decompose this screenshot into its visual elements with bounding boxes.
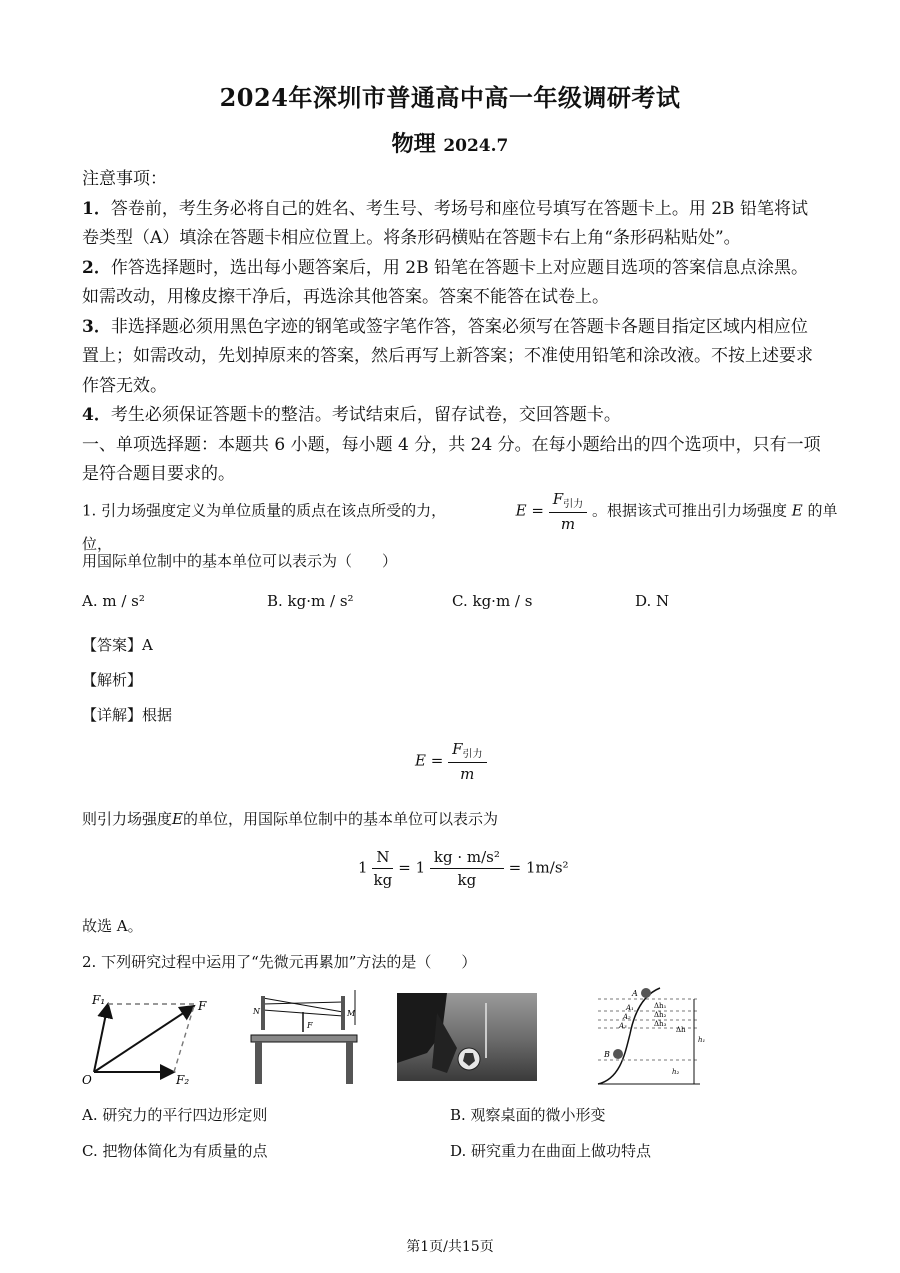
q2-option-c[interactable]: C. 把物体简化为有质量的点	[82, 1142, 268, 1160]
o-label: O	[82, 1073, 92, 1085]
a2-label: A₂	[623, 1013, 631, 1021]
q1-analysis: 【解析】	[82, 671, 143, 689]
q1-stem: 1. 引力场强度定义为单位质量的质点在该点所受的力， E = $\frac{F_{引力}}{m}$ 。根据该式可推出引力场强度 E 的单位，	[82, 490, 838, 553]
q1-option-a[interactable]: A. m / s²	[82, 592, 145, 610]
q1-unit-equation: 1 $\frac{N}{kg}$ = 1 $\frac{\text{kg · m/s²}}{kg}$ = 1m/s²	[358, 848, 569, 889]
parallelogram-figure	[82, 990, 222, 1085]
q1-option-c[interactable]: C. kg·m / s	[452, 592, 533, 610]
b-label: B	[604, 1050, 610, 1059]
a3-label: A₃	[619, 1022, 627, 1030]
dh2-label: Δh₂	[654, 1011, 667, 1019]
a-label: A	[632, 989, 638, 998]
dh1-label: Δh₁	[654, 1002, 667, 1010]
m-label: M	[347, 1009, 356, 1018]
h1-label: h₁	[698, 1036, 706, 1044]
page-footer: 第1页/共15页	[406, 1239, 494, 1255]
subject-label: 物理	[391, 131, 436, 157]
notice-item-2: 2．作答选择题时，选出每小题答案后，用 2B 铅笔在答题卡上对应题目选项的答案信息点涂黑。如需改动，用橡皮擦干净后，再选涂其他答案。答案不能答在试卷上。	[82, 257, 808, 307]
n-label: N	[253, 1007, 260, 1016]
q1-conclusion: 故选 A。	[82, 917, 143, 935]
f-force-label: F	[307, 1021, 313, 1030]
q1-option-d[interactable]: D. N	[635, 592, 670, 610]
dh3-label: Δh₃	[654, 1020, 667, 1028]
f1-label: F₁	[92, 993, 106, 1007]
h2-label: h₂	[672, 1068, 680, 1076]
q2-stem: 2. 下列研究过程中运用了“先微元再累加”方法的是（ ）	[82, 953, 477, 971]
q1-detail-2: 则引力场强度E的单位，用国际单位制中的基本单位可以表示为	[82, 810, 498, 828]
dh-label: Δh	[676, 1026, 686, 1034]
q1-stem-2: 用国际单位制中的基本单位可以表示为（ ）	[82, 552, 398, 570]
q1-option-b[interactable]: B. kg·m / s²	[267, 592, 354, 610]
notice-item-3: 3．非选择题必须用黑色字迹的钢笔或签字笔作答，答案必须写在答题卡各题目指定区域内相应位置上；如需改动，先划掉原来的答案，然后再写上新答案；不准使用铅笔和涂改液。不按上述要求作答无效。	[82, 316, 813, 396]
q1-answer: 【答案】A	[82, 636, 153, 654]
table-mirror-figure	[243, 990, 363, 1088]
notice-block	[82, 165, 822, 490]
q1-formula: $\frac{F_{引力}}{m}$	[549, 490, 587, 533]
notice-heading: 注意事项：	[82, 169, 167, 189]
section-heading: 一、单项选择题：本题共 6 小题，每小题 4 分，共 24 分。在每小题给出的四个选项中，只有一项是符合题目要求的。	[82, 434, 821, 484]
q1-detail-formula: E = $\frac{F_{引力}}{m}$	[415, 740, 487, 783]
f-label: F	[198, 999, 207, 1013]
exam-date: 2024.7	[443, 136, 509, 156]
q1-detail: 【详解】根据	[82, 706, 173, 724]
notice-item-4: 4．考生必须保证答题卡的整洁。考试结束后，留存试卷，交回答题卡。	[82, 405, 621, 425]
exam-subtitle	[0, 127, 900, 158]
notice-item-1: 1．答卷前，考生务必将自己的姓名、考生号、考场号和座位号填写在答题卡上。用 2B 铅笔将试卷类型（A）填涂在答题卡相应位置上。将条形码横贴在答题卡右上角“条形码粘贴处”。	[82, 198, 808, 248]
football-photo	[397, 993, 537, 1081]
curved-surface-figure	[590, 984, 715, 1089]
a1-label: A₁	[626, 1004, 634, 1012]
q2-option-b[interactable]: B. 观察桌面的微小形变	[450, 1106, 606, 1124]
q2-option-a[interactable]: A. 研究力的平行四边形定则	[82, 1106, 268, 1124]
f2-label: F₂	[176, 1073, 190, 1085]
q2-option-d[interactable]: D. 研究重力在曲面上做功特点	[450, 1142, 652, 1160]
exam-title: 2024年深圳市普通高中高一年级调研考试	[219, 83, 681, 112]
